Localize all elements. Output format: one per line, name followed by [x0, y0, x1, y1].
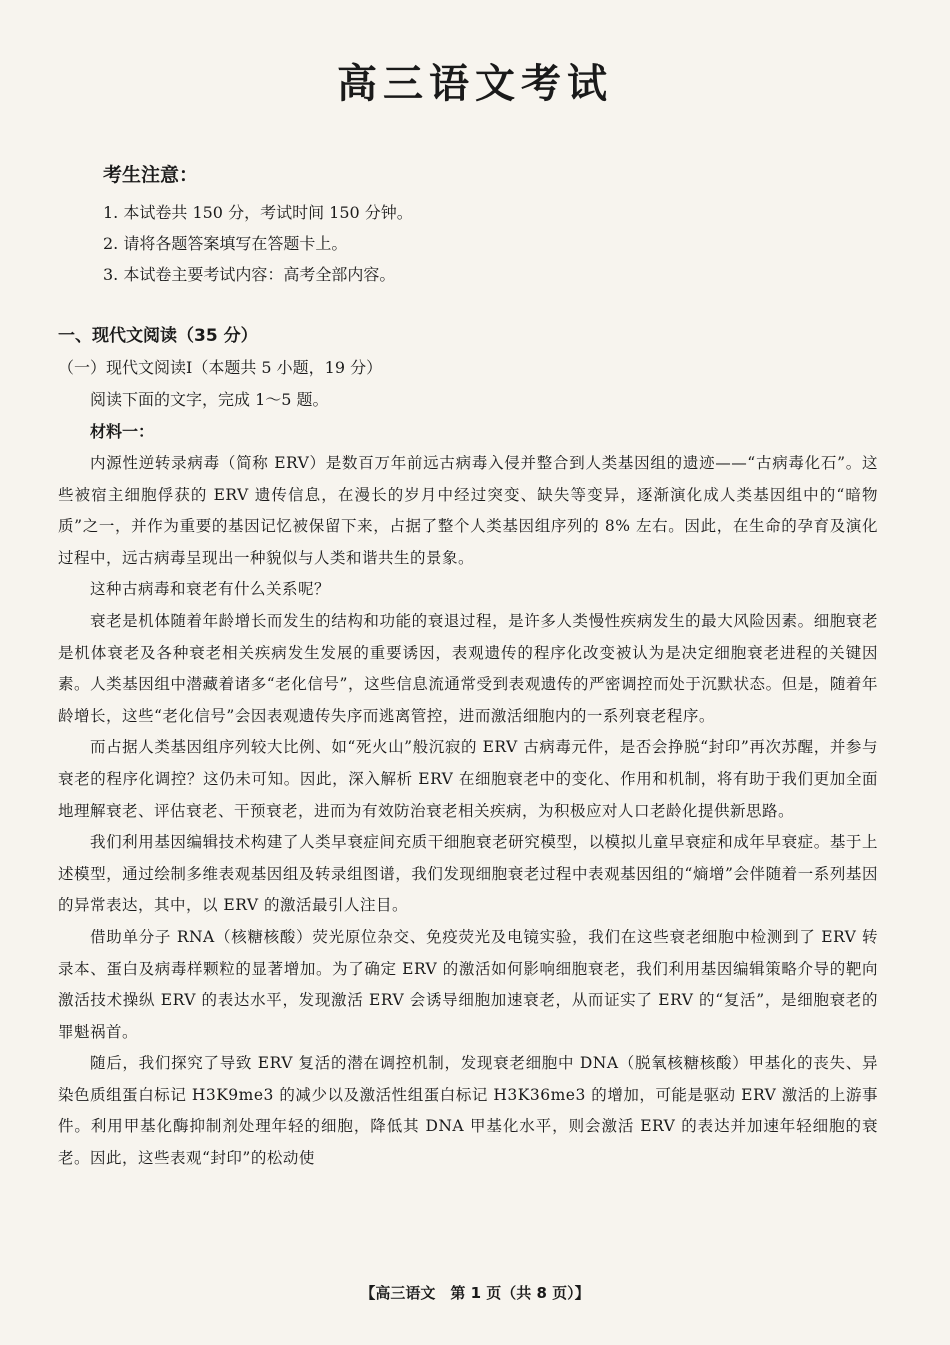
page-footer: 【高三语文 第 1 页（共 8 页）】 [360, 1284, 590, 1302]
passage-paragraph: 内源性逆转录病毒（简称 ERV）是数百万年前远古病毒入侵并整合到人类基因组的遗迹——“古病毒化石”。这些被宿主细胞俘获的 ERV 遗传信息，在漫长的岁月中经过突变、缺失等变异，逐渐演化成人类基因组中的“暗物质”之一，并作为重要的基因记忆被保留下来，占据了整个人类基因组序列的 8% 左右。因此，在生命的孕育及演化过程中，远古病毒呈现出一种貌似与人类和谐共生的景象。 [58, 454, 878, 567]
exam-title: 高三语文考试 [337, 61, 613, 107]
notice-heading: 考生注意： [103, 164, 199, 186]
passage-paragraph: 我们利用基因编辑技术构建了人类早衰症间充质干细胞衰老研究模型，以模拟儿童早衰症和成年早衰症。基于上述模型，通过绘制多维表观基因组及转录组图谱，我们发现细胞衰老过程中表观基因组的“熵增”会伴随着一系列基因的异常表达，其中，以 ERV 的激活最引人注目。 [58, 833, 878, 915]
notice-item: 2. 请将各题答案填写在答题卡上。 [103, 234, 348, 253]
passage-paragraph: 而占据人类基因组序列较大比例、如“死火山”般沉寂的 ERV 古病毒元件，是否会挣脱“封印”再次苏醒，并参与衰老的程序化调控？这仍未可知。因此，深入解析 ERV 在细胞衰老中的变化、作用和机制，将有助于我们更加全面地理解衰老、评估衰老、干预衰老，进而为有效防治衰老相关疾病，为积极应对人口老龄化提供新思路。 [58, 738, 878, 820]
notice-item: 3. 本试卷主要考试内容：高考全部内容。 [103, 265, 396, 284]
passage-paragraph: 这种古病毒和衰老有什么关系呢？ [90, 580, 331, 599]
passage-paragraph: 随后，我们探究了导致 ERV 复活的潜在调控机制，发现衰老细胞中 DNA（脱氧核糖核酸）甲基化的丧失、异染色质组蛋白标记 H3K9me3 的减少以及激活性组蛋白标记 H3K36me3 的增加，可能是驱动 ERV 激活的上游事件。利用甲基化酶抑制剂处理年轻的细胞，降低其 DNA 甲基化水平，则会激活 ERV 的表达并加速年轻细胞的衰老。因此，这些表观“封印”的松动使 [58, 1054, 878, 1168]
passage-paragraph: 借助单分子 RNA（核糖核酸）荧光原位杂交、免疫荧光及电镜实验，我们在这些衰老细胞中检测到了 ERV 转录本、蛋白及病毒样颗粒的显著增加。为了确定 ERV 的激活如何影响细胞衰老，我们利用基因编辑策略介导的靶向激活技术操纵 ERV 的表达水平，发现激活 ERV 会诱导细胞加速衰老，从而证实了 ERV 的“复活”，是细胞衰老的罪魁祸首。 [58, 927, 878, 1041]
subsection-heading: （一）现代文阅读Ⅰ（本题共 5 小题，19 分） [58, 358, 383, 377]
reading-instruction: 阅读下面的文字，完成 1～5 题。 [90, 390, 329, 409]
notice-item: 1. 本试卷共 150 分，考试时间 150 分钟。 [103, 203, 413, 222]
candidate-notice [103, 160, 863, 290]
reading-section [58, 320, 878, 1175]
passage-paragraph: 衰老是机体随着年龄增长而发生的结构和功能的衰退过程，是许多人类慢性疾病发生的最大风险因素。细胞衰老是机体衰老及各种衰老相关疾病发生发展的重要诱因，表观遗传的程序化改变被认为是决定细胞衰老进程的关键因素。人类基因组中潜藏着诸多“老化信号”，这些信息流通常受到表观遗传的严密调控而处于沉默状态。但是，随着年龄增长，这些“老化信号”会因表观遗传失序而逃离管控，进而激活细胞内的一系列衰老程序。 [58, 611, 878, 725]
section-heading: 一、现代文阅读（35 分） [58, 326, 258, 346]
material-label: 材料一： [90, 422, 155, 441]
